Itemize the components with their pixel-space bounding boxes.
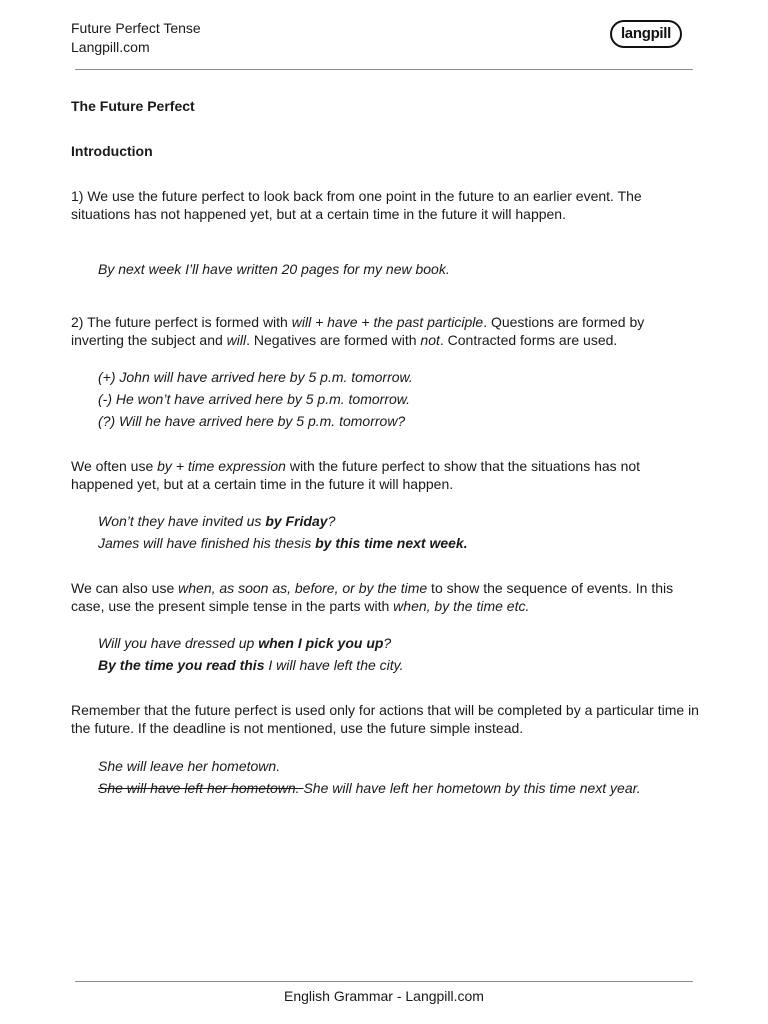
example-line: James will have finished his thesis by this time next week.	[98, 535, 468, 551]
section-heading: Introduction	[71, 143, 153, 159]
footer-divider	[75, 981, 693, 982]
header-divider	[75, 69, 693, 70]
example-1	[98, 258, 698, 280]
paragraph-1: 1) We use the future perfect to look back from one point in the future to an earlier event. The situations has not happened yet, but at a certain time in the future it will happen.	[71, 188, 642, 222]
example-line: She will leave her hometown.	[98, 758, 281, 774]
example-line: Will you have dressed up when I pick you up?	[98, 635, 392, 651]
header-site: Langpill.com	[71, 39, 150, 55]
document-title: The Future Perfect	[71, 98, 195, 114]
langpill-logo: langpill	[610, 20, 682, 48]
paragraph-5: Remember that the future perfect is used only for actions that will be completed by a particular time in the future. If the deadline is not mentioned, use the future simple instead.	[71, 702, 699, 736]
example-line: (?) Will he have arrived here by 5 p.m. tomorrow?	[98, 413, 406, 429]
example-line: She will have left her hometown. She will have left her hometown by this time next year.	[98, 780, 641, 796]
paragraph-3: We often use by + time expression with the future perfect to show that the situations has not happened yet, but at a certain time in the future it will happen.	[71, 458, 641, 492]
example-line: (-) He won’t have arrived here by 5 p.m. tomorrow.	[98, 391, 411, 407]
footer: English Grammar - Langpill.com	[284, 988, 484, 1004]
examples-2	[98, 366, 698, 432]
examples-3	[98, 510, 698, 554]
examples-5	[98, 755, 698, 799]
examples-4	[98, 632, 698, 676]
example-line: By next week I’ll have written 20 pages for my new book.	[98, 261, 450, 277]
example-line: (+) John will have arrived here by 5 p.m. tomorrow.	[98, 369, 413, 385]
struck-text: She will have left her hometown.	[98, 780, 304, 796]
paragraph-2: 2) The future perfect is formed with will + have + the past participle. Questions are formed by inverting the subject and will. Negatives are formed with not. Contracted forms are used.	[71, 314, 645, 348]
paragraph-4: We can also use when, as soon as, before, or by the time to show the sequence of events. In this case, use the present simple tense in the parts with when, by the time etc.	[71, 580, 674, 614]
example-line: By the time you read this I will have left the city.	[98, 657, 404, 673]
header-title: Future Perfect Tense	[71, 20, 201, 36]
example-line: Won’t they have invited us by Friday?	[98, 513, 336, 529]
